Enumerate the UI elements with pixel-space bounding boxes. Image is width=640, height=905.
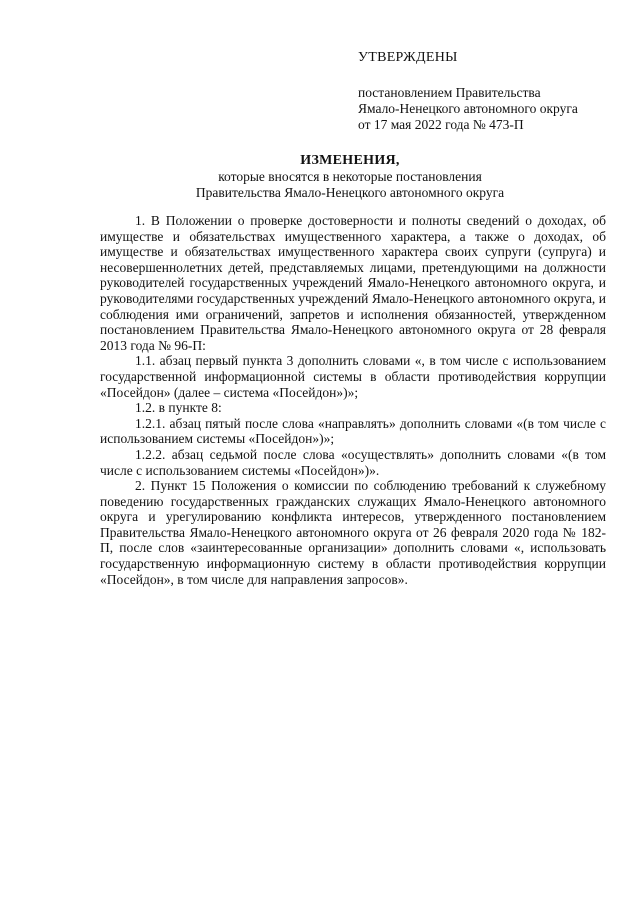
paragraph-item-2: 2. Пункт 15 Положения о комиссии по соблюдению требований к служебному поведению государственных гражданских служащих Ямало-Ненецкого автономного округа и урегулированию конфликта интересов, утвержденного постановлением Правительства Ямало-Ненецкого автономного округа от 26 февраля 2020 года № 182-П, после слов «заинтересованные организации» дополнить словами «, использовать государственную информационную систему в области противодействия коррупции «Посейдон», в том числе для направления запросов». (100, 478, 606, 587)
approval-line: постановлением Правительства (358, 85, 541, 100)
paragraph-item-1-2-2: 1.2.2. абзац седьмой после слова «осуществлять» дополнить словами «(в том числе с использованием системы «Посейдон»)». (100, 446, 606, 478)
paragraph-item-1-2-1: 1.2.1. абзац пятый после слова «направлять» дополнить словами «(в том числе с использованием системы «Посейдон»)»; (100, 415, 606, 447)
paragraph-item-1: 1. В Положении о проверке достоверности и полноты сведений о доходах, об имуществе и обязательствах имущественного характера, а также о доходах, об имуществе и обязательствах имущественного характера своих супруги (супруга) и несовершеннолетних детей, представляемых лицами, претендующими на должности руководителей государственных учреждений Ямало-Ненецкого автономного округа, и руководителями государственных учреждений Ямало-Ненецкого автономного округа, и соблюдения ими ограничений, запретов и исполнения обязанностей, утвержденном постановлением Правительства Ямало-Ненецкого автономного округа от 28 февраля 2013 года № 96-П: (100, 213, 606, 353)
approval-block (358, 50, 618, 133)
document-body (100, 213, 606, 587)
document-subtitle-line: которые вносятся в некоторые постановления (218, 169, 482, 184)
approval-line: от 17 мая 2022 года № 473-П (358, 117, 524, 132)
document-title: ИЗМЕНЕНИЯ, (300, 153, 400, 168)
approved-stamp-word: УТВЕРЖДЕНЫ (358, 50, 458, 65)
document-subtitle-line: Правительства Ямало-Ненецкого автономного округа (195, 185, 505, 200)
document-heading (100, 153, 600, 201)
paragraph-item-1-1: 1.1. абзац первый пункта 3 дополнить словами «, в том числе с использованием государственной информационной системы в области противодействия коррупции «Посейдон» (далее – система «Посейдон»)»; (100, 353, 606, 400)
paragraph-item-1-2: 1.2. в пункте 8: (135, 400, 222, 416)
approval-line: Ямало-Ненецкого автономного округа (358, 101, 578, 116)
